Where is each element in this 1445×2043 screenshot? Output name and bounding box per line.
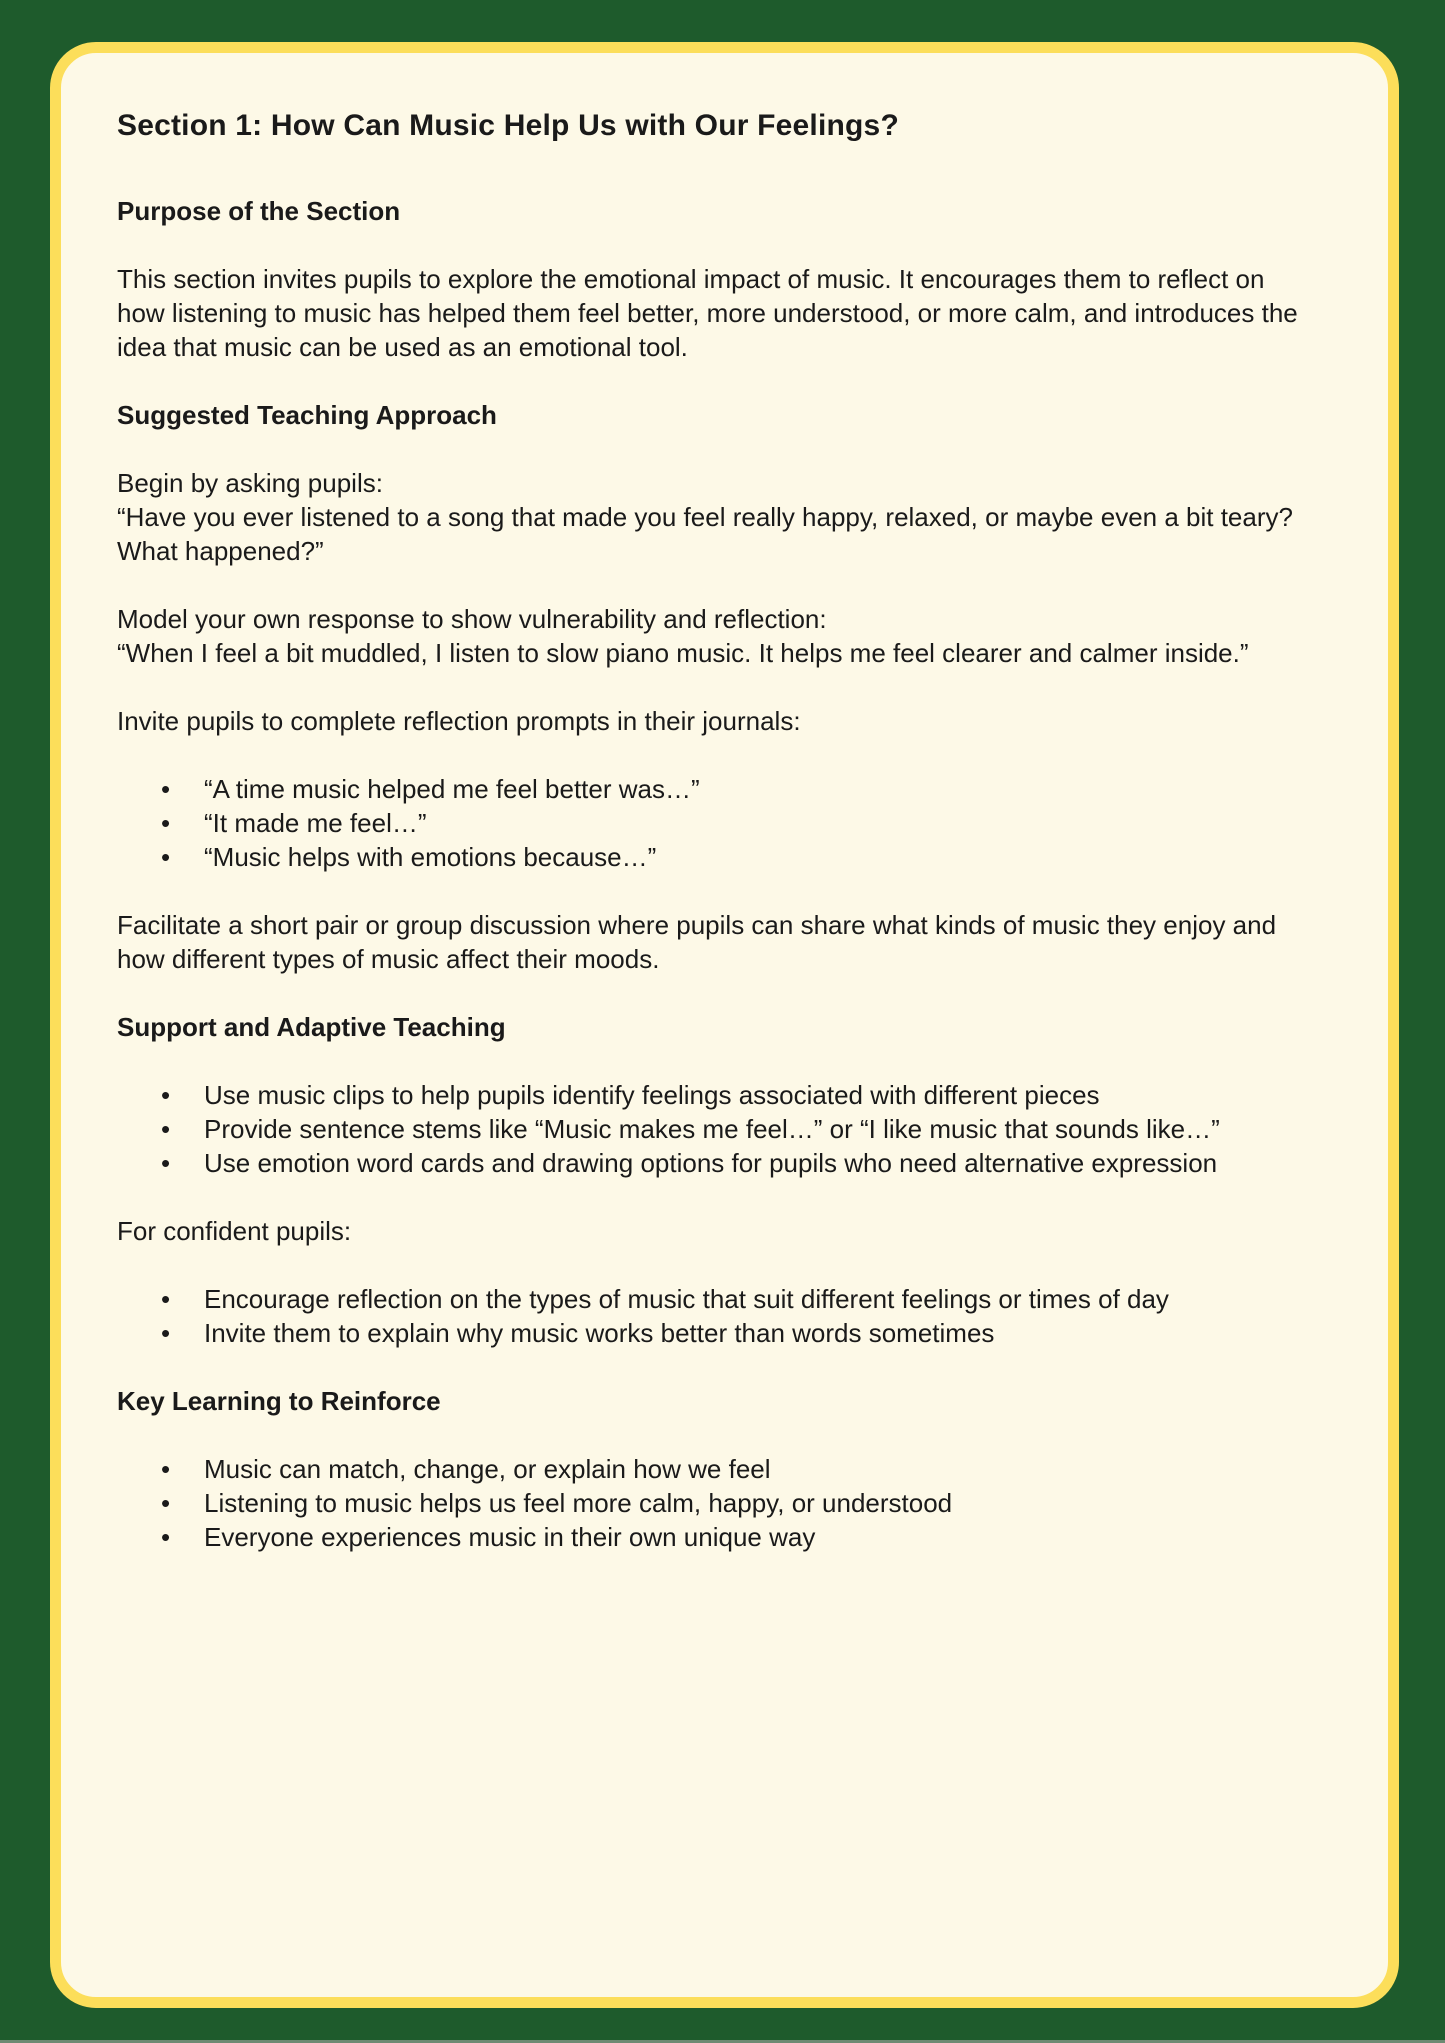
- approach-heading: Suggested Teaching Approach: [117, 400, 497, 430]
- list-item: • Everyone experiences music in their own unique way: [161, 1522, 816, 1552]
- list-item: • Use music clips to help pupils identify feelings associated with different pieces: [161, 1080, 1100, 1110]
- bullet-icon: •: [161, 842, 171, 872]
- document-content: [117, 108, 1357, 1554]
- approach-quote-2: “When I feel a bit muddled, I listen to slow piano music. It helps me feel clearer and calmer inside.”: [117, 638, 1249, 668]
- bullet-icon: •: [161, 1318, 171, 1348]
- page-title: Section 1: How Can Music Help Us with Our Feelings?: [117, 109, 899, 142]
- list-item: • Encourage reflection on the types of music that suit different feelings or times of day: [161, 1284, 1169, 1314]
- list-item: • Music can match, change, or explain how we feel: [161, 1454, 771, 1484]
- bullet-icon: •: [161, 1488, 171, 1518]
- bullet-icon: •: [161, 1080, 171, 1110]
- approach-quote-1: “Have you ever listened to a song that made you feel really happy, relaxed, or maybe even a bit teary? What happened?”: [117, 502, 1293, 566]
- list-item: • Listening to music helps us feel more calm, happy, or understood: [161, 1488, 953, 1518]
- reflection-prompts-list: [117, 772, 1357, 874]
- key-learning-list: [117, 1452, 1357, 1554]
- bullet-icon: •: [161, 1148, 171, 1178]
- bullet-icon: •: [161, 1114, 171, 1144]
- bullet-icon: •: [161, 774, 171, 804]
- list-item: • Provide sentence stems like “Music makes me feel…” or “I like music that sounds like…”: [161, 1114, 1220, 1144]
- approach-intro-1: Begin by asking pupils:: [117, 468, 383, 498]
- purpose-text: This section invites pupils to explore the emotional impact of music. It encourages them to reflect on how listening to music has helped them feel better, more understood, or more calm, and introduces the idea that music can be used as an emotional tool.: [117, 264, 1298, 362]
- purpose-heading: Purpose of the Section: [117, 196, 401, 226]
- list-item: • Invite them to explain why music works better than words sometimes: [161, 1318, 995, 1348]
- bullet-icon: •: [161, 1454, 171, 1484]
- approach-intro-2: Model your own response to show vulnerability and reflection:: [117, 604, 827, 634]
- bullet-icon: •: [161, 1284, 171, 1314]
- approach-discussion: Facilitate a short pair or group discussion where pupils can share what kinds of music they enjoy and how different types of music affect their moods.: [117, 910, 1277, 974]
- list-item: • “It made me feel…”: [161, 808, 427, 838]
- confident-pupils-list: [117, 1282, 1357, 1350]
- approach-intro-3: Invite pupils to complete reflection prompts in their journals:: [117, 706, 801, 736]
- support-heading: Support and Adaptive Teaching: [117, 1012, 506, 1042]
- confident-pupils-intro: For confident pupils:: [117, 1216, 352, 1246]
- list-item: • Use emotion word cards and drawing options for pupils who need alternative expression: [161, 1148, 1218, 1178]
- bullet-icon: •: [161, 808, 171, 838]
- key-learning-heading: Key Learning to Reinforce: [117, 1386, 441, 1416]
- list-item: • “Music helps with emotions because…”: [161, 842, 657, 872]
- document-card: [50, 42, 1399, 2008]
- support-list: [117, 1078, 1357, 1180]
- list-item: • “A time music helped me feel better was…”: [161, 774, 700, 804]
- bullet-icon: •: [161, 1522, 171, 1552]
